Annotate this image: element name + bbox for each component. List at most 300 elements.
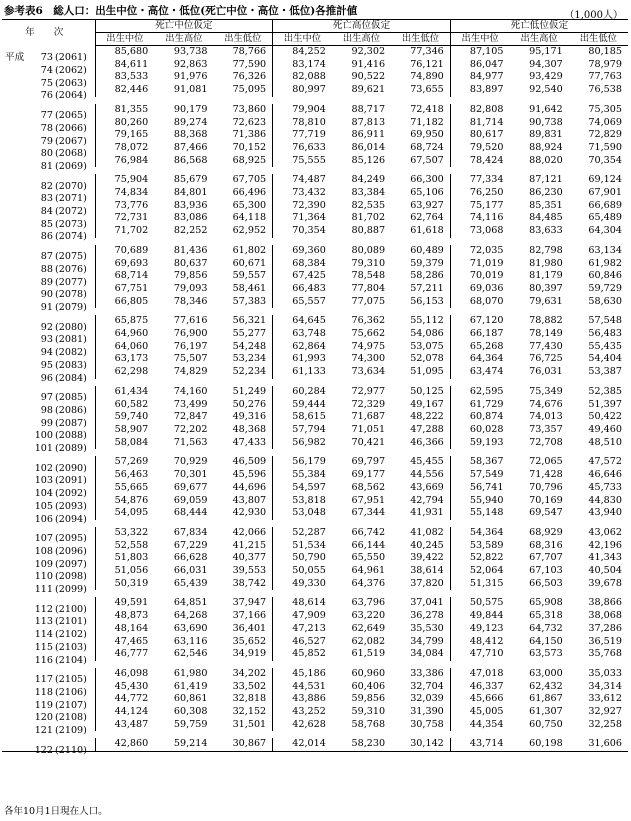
value-cell: 81,714 [450, 117, 509, 130]
value-cell: 90,179 [173, 103, 208, 115]
value-cell: 49,316 [232, 411, 267, 423]
value-cell: 55,665 [95, 482, 154, 495]
value-cell: 71,590 [588, 141, 622, 153]
value-cell: 69,693 [95, 258, 154, 271]
value-cell: 59,856 [351, 693, 386, 705]
gregorian-year: (2094) [55, 513, 87, 525]
table-row [2, 507, 628, 523]
value-cell: 71,019 [450, 258, 509, 271]
year-cell [2, 155, 95, 171]
value-cell: 66,496 [232, 187, 267, 199]
heisei-year: 112 [34, 603, 53, 615]
heisei-year: 92 [40, 321, 53, 333]
table-row [2, 46, 628, 59]
table-row [2, 399, 628, 412]
value-cell: 76,031 [529, 366, 563, 378]
value-cell: 33,502 [232, 680, 267, 692]
table-row [2, 258, 628, 271]
value-cell: 34,314 [588, 680, 622, 692]
value-cell: 34,799 [410, 635, 444, 647]
value-cell: 47,433 [232, 436, 267, 448]
value-cell: 64,150 [529, 635, 563, 647]
year-cell [2, 469, 95, 487]
value-cell: 47,710 [450, 648, 509, 664]
heisei-year: 115 [34, 641, 53, 653]
value-cell: 64,851 [173, 597, 208, 609]
value-cell: 37,947 [232, 597, 267, 609]
value-cell: 85,126 [351, 154, 386, 166]
value-cell: 70,689 [95, 241, 154, 257]
gregorian-year: (2063) [55, 77, 87, 89]
value-cell: 61,993 [273, 353, 332, 366]
value-cell: 66,300 [410, 174, 444, 186]
year-cell [2, 283, 95, 301]
value-cell: 71,051 [351, 423, 386, 435]
value-cell: 83,384 [351, 187, 386, 199]
value-cell: 67,834 [173, 526, 208, 538]
table-row [2, 648, 628, 664]
value-cell: 31,606 [569, 735, 628, 752]
value-cell: 59,759 [173, 718, 208, 730]
value-cell: 52,287 [273, 523, 332, 539]
value-cell: 59,740 [95, 411, 154, 424]
heisei-year: 82 [40, 180, 53, 192]
year-cell [2, 353, 95, 371]
value-cell: 61,802 [232, 244, 267, 256]
value-cell: 49,123 [450, 623, 509, 636]
subheader-fertility-high: 出生高位 [509, 33, 568, 46]
value-cell: 82,088 [273, 71, 332, 84]
value-cell: 34,919 [232, 648, 267, 660]
value-cell: 56,153 [410, 295, 444, 307]
value-cell: 54,404 [588, 353, 622, 365]
value-cell: 58,367 [450, 453, 509, 469]
value-cell: 48,164 [95, 623, 154, 636]
value-cell: 53,818 [273, 495, 332, 508]
year-cell [2, 664, 95, 686]
value-cell: 52,558 [95, 540, 154, 553]
heisei-year: 75 [40, 77, 53, 89]
table-row [2, 706, 628, 719]
heisei-year: 104 [34, 488, 53, 500]
value-cell: 76,197 [173, 340, 208, 352]
value-cell: 80,997 [273, 84, 332, 100]
gregorian-year: (2084) [55, 372, 87, 384]
heisei-year: 85 [40, 218, 53, 230]
year-cell [2, 225, 95, 241]
value-cell: 62,432 [529, 680, 563, 692]
value-cell: 81,980 [529, 257, 563, 269]
value-cell: 84,801 [173, 187, 208, 199]
value-cell: 32,152 [232, 706, 267, 718]
value-cell: 83,633 [529, 225, 563, 237]
value-cell: 53,589 [450, 540, 509, 553]
year-cell [2, 366, 95, 382]
value-cell: 71,563 [173, 436, 208, 448]
value-cell: 78,346 [173, 295, 208, 307]
gregorian-year: (2106) [55, 686, 87, 698]
value-cell: 66,144 [351, 539, 386, 551]
value-cell: 60,874 [450, 411, 509, 424]
value-cell: 76,900 [173, 328, 208, 340]
value-cell: 68,562 [351, 481, 386, 493]
value-cell: 44,556 [410, 469, 444, 481]
subheader-fertility-medium: 出生中位 [450, 33, 509, 46]
year-cell [2, 382, 95, 404]
value-cell: 83,086 [173, 212, 208, 224]
value-cell: 42,196 [588, 539, 622, 551]
heisei-year: 108 [34, 545, 53, 557]
value-cell: 74,300 [351, 353, 386, 365]
subheader-fertility-high: 出生高位 [154, 33, 213, 46]
value-cell: 46,098 [95, 664, 154, 680]
value-cell: 46,509 [232, 456, 267, 468]
value-cell: 42,794 [410, 494, 444, 506]
gregorian-year: (2100) [55, 603, 87, 615]
value-cell: 81,179 [529, 270, 563, 282]
value-cell: 67,707 [529, 552, 563, 564]
value-cell: 67,344 [351, 507, 386, 519]
value-cell: 45,666 [450, 693, 509, 706]
value-cell: 44,354 [450, 719, 509, 735]
value-cell: 73,432 [273, 187, 332, 200]
gregorian-year: (2081) [55, 334, 87, 346]
value-cell: 55,112 [410, 315, 444, 327]
gregorian-year: (2088) [55, 430, 87, 442]
value-cell: 87,466 [173, 141, 208, 153]
value-cell: 76,250 [450, 187, 509, 200]
heisei-year: 106 [34, 513, 53, 525]
value-cell: 56,483 [588, 328, 622, 340]
value-cell: 55,277 [232, 328, 267, 340]
year-cell [2, 328, 95, 346]
value-cell: 50,125 [410, 385, 444, 397]
value-cell: 65,550 [351, 552, 386, 564]
value-cell: 48,873 [95, 610, 154, 623]
value-cell: 53,234 [232, 353, 267, 365]
heisei-year: 88 [40, 263, 53, 275]
value-cell: 61,618 [410, 225, 444, 237]
gregorian-year: (2066) [55, 122, 87, 134]
gregorian-year: (2077) [55, 276, 87, 288]
heisei-year: 103 [34, 475, 53, 487]
value-cell: 57,211 [410, 282, 444, 294]
value-cell: 60,406 [351, 680, 386, 692]
value-cell: 54,248 [232, 340, 267, 352]
table-row [2, 469, 628, 482]
gregorian-year: (2074) [55, 231, 87, 243]
value-cell: 63,134 [588, 244, 622, 256]
value-cell: 30,867 [213, 735, 272, 752]
value-cell: 32,818 [232, 693, 267, 705]
heisei-year: 73 [40, 52, 53, 64]
value-cell: 63,748 [273, 328, 332, 341]
year-cell [2, 270, 95, 288]
table-row [2, 129, 628, 142]
value-cell: 64,376 [351, 577, 386, 589]
value-cell: 91,642 [529, 103, 563, 115]
value-cell: 75,507 [173, 353, 208, 365]
value-cell: 89,621 [351, 84, 386, 96]
value-cell: 40,504 [588, 565, 622, 577]
value-cell: 70,421 [351, 436, 386, 448]
gregorian-year: (2110) [55, 744, 87, 756]
value-cell: 70,929 [173, 456, 208, 468]
value-cell: 39,678 [588, 577, 622, 589]
year-cell [2, 523, 95, 545]
value-cell: 77,763 [588, 71, 622, 83]
value-cell: 50,422 [588, 411, 622, 423]
value-cell: 72,708 [529, 436, 563, 448]
value-cell: 63,796 [351, 597, 386, 609]
table-row [2, 540, 628, 553]
value-cell: 44,772 [95, 693, 154, 706]
year-cell [2, 681, 95, 698]
value-cell: 34,202 [232, 667, 267, 679]
table-row [2, 100, 628, 116]
value-cell: 63,474 [450, 366, 509, 382]
value-cell: 66,031 [173, 565, 208, 577]
heisei-year: 105 [34, 500, 53, 512]
value-cell: 65,439 [173, 577, 208, 589]
value-cell: 79,165 [95, 129, 154, 142]
value-cell: 63,690 [173, 622, 208, 634]
table-row [2, 328, 628, 341]
value-cell: 62,298 [95, 366, 154, 382]
value-cell: 72,977 [351, 385, 386, 397]
value-cell: 66,483 [273, 283, 332, 296]
heisei-year: 91 [40, 302, 53, 313]
value-cell: 57,548 [588, 315, 622, 327]
value-cell: 70,796 [529, 481, 563, 493]
value-cell: 43,886 [273, 693, 332, 706]
value-cell: 63,116 [173, 635, 208, 647]
value-cell: 76,326 [232, 71, 267, 83]
value-cell: 67,705 [232, 174, 267, 186]
table-row [2, 565, 628, 578]
value-cell: 38,742 [232, 577, 267, 589]
heisei-year: 107 [34, 533, 53, 545]
heisei-year: 116 [34, 654, 53, 666]
value-cell: 31,501 [232, 718, 267, 730]
value-cell: 70,169 [529, 494, 563, 506]
table-row [2, 578, 628, 594]
value-cell: 63,000 [529, 667, 563, 679]
value-cell: 67,103 [529, 565, 563, 577]
heisei-year: 98 [40, 404, 53, 416]
value-cell: 45,430 [95, 681, 154, 694]
value-cell: 43,252 [273, 706, 332, 719]
table-row [2, 495, 628, 508]
value-cell: 63,573 [529, 648, 563, 660]
table-row [2, 59, 628, 72]
value-cell: 61,867 [529, 693, 563, 705]
value-cell: 42,066 [232, 526, 267, 538]
table-row [2, 187, 628, 200]
value-cell: 35,768 [588, 648, 622, 660]
heisei-year: 84 [40, 206, 53, 218]
gregorian-year: (2078) [55, 289, 87, 301]
subheader-fertility-high: 出生高位 [332, 33, 391, 46]
gregorian-year: (2102) [55, 629, 87, 641]
value-cell: 48,222 [410, 411, 444, 423]
value-cell: 40,377 [232, 552, 267, 564]
value-cell: 53,048 [273, 507, 332, 523]
value-cell: 93,738 [173, 46, 208, 57]
year-column-header: 年 次 [2, 20, 95, 46]
gregorian-year: (2109) [55, 725, 87, 737]
value-cell: 69,124 [588, 174, 622, 186]
value-cell: 78,548 [351, 270, 386, 282]
population-projection-table [2, 19, 628, 756]
value-cell: 77,346 [410, 46, 444, 57]
value-cell: 67,751 [95, 283, 154, 296]
value-cell: 82,252 [173, 225, 208, 237]
gregorian-year: (2082) [55, 347, 87, 359]
value-cell: 52,385 [588, 385, 622, 397]
subheader-fertility-low: 出生低位 [391, 33, 450, 46]
value-cell: 85,679 [173, 174, 208, 186]
table-row [2, 296, 628, 312]
subheader-fertility-low: 出生低位 [569, 33, 628, 46]
table-row [2, 212, 628, 225]
value-cell: 61,729 [450, 399, 509, 412]
value-cell: 74,160 [173, 385, 208, 397]
value-cell: 73,634 [351, 366, 386, 378]
value-cell: 70,354 [273, 225, 332, 241]
value-cell: 70,019 [450, 270, 509, 283]
value-cell: 88,717 [351, 103, 386, 115]
value-cell: 87,813 [351, 116, 386, 128]
value-cell: 77,719 [273, 129, 332, 142]
gregorian-year: (2067) [55, 135, 87, 147]
value-cell: 78,979 [588, 58, 622, 70]
value-cell: 62,764 [410, 212, 444, 224]
heisei-year: 96 [40, 372, 53, 384]
year-cell [2, 187, 95, 205]
value-cell: 84,252 [273, 46, 332, 59]
value-cell: 64,268 [173, 610, 208, 622]
value-cell: 69,797 [351, 456, 386, 468]
value-cell: 95,171 [529, 46, 563, 57]
value-cell: 52,234 [232, 366, 267, 378]
value-cell: 66,689 [588, 199, 622, 211]
value-cell: 79,093 [173, 282, 208, 294]
value-cell: 79,310 [351, 257, 386, 269]
value-cell: 46,777 [95, 648, 154, 664]
value-cell: 61,982 [588, 257, 622, 269]
value-cell: 37,166 [232, 610, 267, 622]
group-header-mortality-high: 死亡高位仮定 [273, 20, 451, 33]
value-cell: 44,696 [232, 481, 267, 493]
value-cell: 73,655 [410, 84, 444, 96]
year-cell [2, 411, 95, 429]
value-cell: 93,429 [529, 71, 563, 83]
value-cell: 60,198 [509, 735, 568, 752]
subheader-fertility-low: 出生低位 [213, 33, 272, 46]
value-cell: 72,731 [95, 212, 154, 225]
value-cell: 57,269 [95, 453, 154, 469]
year-cell [2, 296, 95, 312]
value-cell: 61,980 [173, 667, 208, 679]
value-cell: 55,148 [450, 507, 509, 523]
value-cell: 60,489 [410, 244, 444, 256]
value-cell: 59,379 [410, 257, 444, 269]
value-cell: 77,804 [351, 282, 386, 294]
footnote: 各年10月1日現在人口。 [4, 806, 108, 817]
value-cell: 83,533 [95, 71, 154, 84]
value-cell: 87,105 [450, 46, 509, 59]
value-cell: 94,307 [529, 58, 563, 70]
gregorian-year: (2071) [55, 193, 87, 205]
value-cell: 60,861 [173, 693, 208, 705]
gregorian-year: (2072) [55, 206, 87, 218]
value-cell: 66,187 [450, 328, 509, 341]
table-row [2, 171, 628, 187]
value-cell: 36,278 [410, 610, 444, 622]
value-cell: 64,118 [232, 212, 267, 224]
value-cell: 86,047 [450, 59, 509, 72]
value-cell: 35,033 [588, 667, 622, 679]
value-cell: 73,776 [95, 200, 154, 213]
value-cell: 41,082 [410, 526, 444, 538]
year-cell [2, 341, 95, 359]
subheader-fertility-medium: 出生中位 [273, 33, 332, 46]
gregorian-year: (2101) [55, 616, 87, 628]
value-cell: 80,887 [351, 225, 386, 237]
year-cell [2, 117, 95, 134]
value-cell: 74,487 [273, 171, 332, 187]
value-cell: 62,546 [173, 648, 208, 660]
year-cell [2, 424, 95, 442]
value-cell: 49,591 [95, 594, 154, 610]
value-cell: 75,555 [273, 155, 332, 171]
value-cell: 66,742 [351, 526, 386, 538]
value-cell: 70,354 [588, 154, 622, 166]
value-cell: 76,538 [588, 84, 622, 96]
value-cell: 62,082 [351, 635, 386, 647]
value-cell: 44,531 [273, 681, 332, 694]
heisei-year: 93 [40, 334, 53, 346]
value-cell: 41,343 [588, 552, 622, 564]
year-cell [2, 399, 95, 416]
value-cell: 76,362 [351, 315, 386, 327]
value-cell: 68,929 [529, 526, 563, 538]
year-cell [2, 507, 95, 523]
value-cell: 90,738 [529, 116, 563, 128]
value-cell: 86,014 [351, 141, 386, 153]
value-cell: 79,856 [173, 270, 208, 282]
year-cell [2, 706, 95, 724]
value-cell: 67,507 [410, 154, 444, 166]
heisei-year: 94 [40, 347, 53, 359]
value-cell: 36,519 [588, 635, 622, 647]
value-cell: 72,035 [450, 241, 509, 257]
value-cell: 60,028 [450, 424, 509, 437]
value-cell: 51,249 [232, 385, 267, 397]
value-cell: 35,530 [410, 622, 444, 634]
value-cell: 51,803 [95, 552, 154, 565]
gregorian-year: (2069) [55, 160, 87, 172]
value-cell: 72,847 [173, 411, 208, 423]
group-header-mortality-medium: 死亡中位仮定 [95, 20, 273, 33]
value-cell: 58,907 [95, 424, 154, 437]
value-cell: 56,179 [273, 453, 332, 469]
value-cell: 92,863 [173, 58, 208, 70]
value-cell: 67,120 [450, 312, 509, 328]
value-cell: 42,014 [273, 735, 332, 752]
value-cell: 79,631 [529, 295, 563, 307]
